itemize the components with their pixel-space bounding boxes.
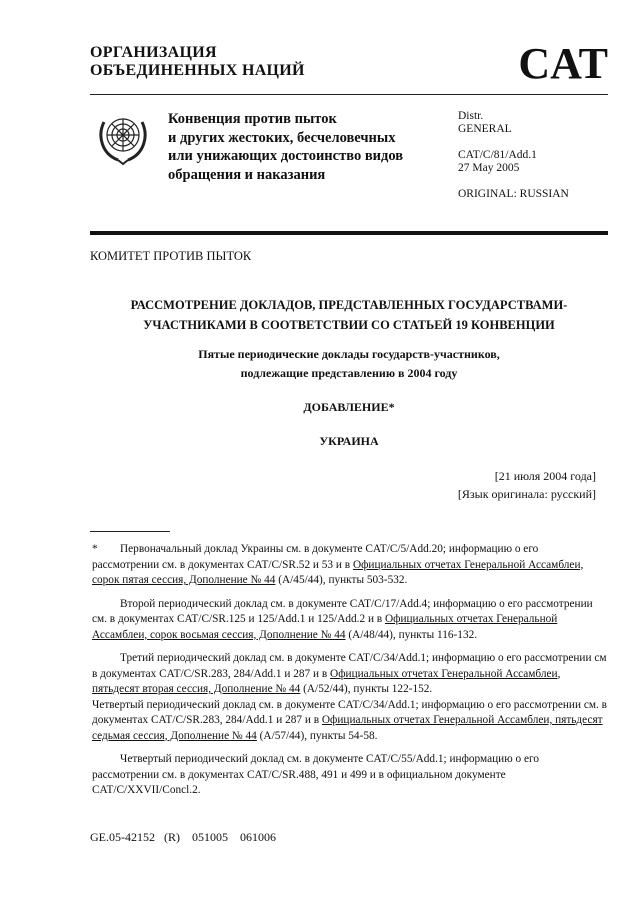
footnote-reference-link[interactable]: Официальных отчетах Генеральной Ассамблеи, сорок восьмая сессия, Дополнение № 44 — [92, 613, 558, 641]
document-job-code: GE.05-42152 (R) 051005 061006 — [90, 829, 276, 844]
original-language: ORIGINAL: RUSSIAN — [458, 188, 569, 200]
footnote-text: (A/52/44), пункты 122-152. — [300, 683, 433, 695]
submission-date: [21 июля 2004 года] — [494, 469, 596, 483]
addendum-heading: ДОБАВЛЕНИЕ* — [303, 400, 395, 414]
distribution-block — [458, 110, 569, 201]
footnote — [92, 597, 608, 644]
distr-value: GENERAL — [458, 123, 512, 135]
footnote-reference-link[interactable]: Официальных отчетах Генеральной Ассамблеи, пятьдесят седьмая сессия, Дополнение № 44 — [92, 714, 603, 742]
convention-line: или унижающих достоинство видов — [168, 148, 404, 164]
footnote-text: Третий периодический доклад см. в документе CAT/C/34/Add.1; информацию о его рассмотрении см в документах CAT/C/SR.283, 284/Add.1 и 287 и в — [92, 652, 607, 680]
footnote-divider — [90, 531, 170, 532]
date-block — [90, 467, 596, 503]
title-line: УЧАСТНИКАМИ В СООТВЕТСТВИИ СО СТАТЬЕЙ 19 КОНВЕНЦИИ — [143, 318, 555, 332]
spacer — [458, 175, 569, 188]
country-heading: УКРАИНА — [319, 434, 379, 448]
subtitle — [90, 345, 608, 383]
header-divider — [90, 94, 608, 95]
header-thick-divider — [90, 231, 608, 235]
committee-name: КОМИТЕТ ПРОТИВ ПЫТОК — [90, 249, 252, 263]
distr-label: Distr. — [458, 110, 484, 122]
org-line-2: ОБЪЕДИНЕННЫХ НАЦИЙ — [90, 62, 305, 79]
document-body — [90, 248, 608, 845]
spacer — [458, 136, 569, 149]
convention-title — [168, 110, 448, 184]
footnote-text: (A/57/44), пункты 54-58. — [256, 729, 378, 742]
subtitle-line: Пятые периодические доклады государств-участников, — [198, 347, 500, 361]
footnote-text: (A/48/44), пункты 116-132. — [345, 628, 478, 641]
organization-name — [90, 44, 305, 80]
footnote — [92, 542, 608, 589]
doc-symbol: CAT/C/81/Add.1 — [458, 149, 537, 161]
convention-line: Конвенция против пыток — [168, 111, 337, 127]
footnote — [92, 651, 608, 698]
footnotes — [90, 542, 608, 799]
footnote-text: (A/45/44), пункты 503-532. — [275, 574, 408, 586]
convention-line: и других жестоких, бесчеловечных — [168, 129, 396, 146]
org-line-1: ОРГАНИЗАЦИЯ — [90, 44, 217, 61]
doc-date: 27 May 2005 — [458, 162, 520, 174]
footnote-reference-link[interactable]: Официальных отчетах Генеральной Ассамблеи, сорок пятая сессия, Дополнение № 44 — [92, 558, 584, 586]
footnote-text: Второй периодический доклад см. в документе CAT/C/17/Add.4; информацию о его рассмотрении см. в документах CAT/C/SR.125 и 125/Add.1 и 125/Add.2 и в — [92, 597, 593, 625]
convention-line: обращения и наказания — [168, 166, 326, 183]
footnote — [92, 752, 608, 799]
footnote-reference-link[interactable]: Официальных отчетах Генеральной Ассамблеи, пятьдесят вторая сессия, Дополнение № 44 — [92, 667, 561, 695]
title-line: РАССМОТРЕНИЕ ДОКЛАДОВ, ПРЕДСТАВЛЕННЫХ ГОСУДАРСТВАМИ- — [130, 298, 568, 312]
footnote — [92, 698, 608, 745]
subtitle-line: подлежащие представлению в 2004 году — [240, 366, 458, 380]
footnote-text: Четвертый периодический доклад см. в документе CAT/C/55/Add.1; информацию о его рассмотрении см. в документах CAT/C/SR.488, 491 и 499 и в официальном документе CAT/C/XXVII/Concl.2. — [92, 753, 539, 796]
footnote-text: Четвертый периодический доклад см. в документе CAT/C/34/Add.1; информацию о его рассмотрении см. в документах CAT/C/SR.283, 284/Add.1 и 287 и в — [92, 698, 607, 726]
un-emblem-icon — [94, 108, 152, 166]
document-series-symbol: CAT — [518, 39, 608, 88]
main-title — [90, 295, 608, 335]
footnote-text: Первоначальный доклад Украины см. в документе CAT/C/5/Add.20; информацию о его рассмотрении см. в документах CAT/C/SR.52 и 53 и в — [92, 543, 539, 571]
original-language-note: [Язык оригинала: русский] — [457, 487, 596, 501]
footnote-marker: * — [92, 543, 98, 555]
